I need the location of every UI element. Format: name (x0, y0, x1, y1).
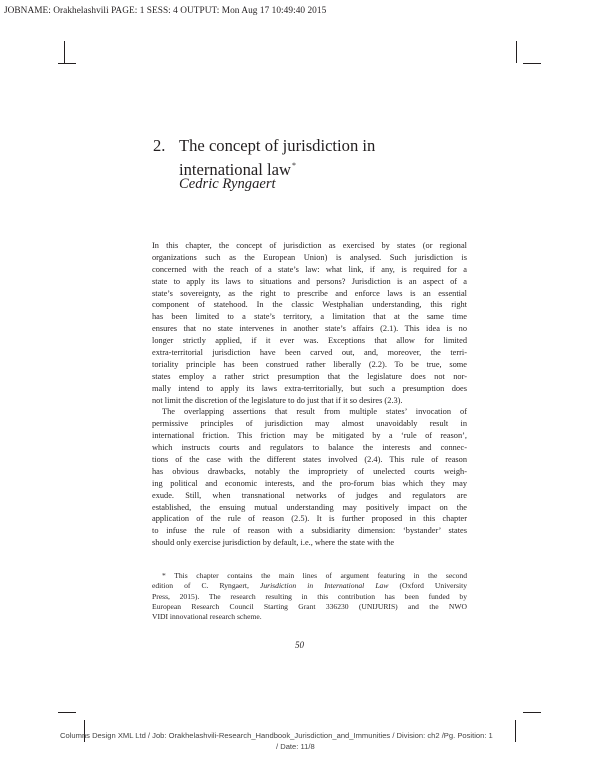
crop-mark (523, 712, 541, 713)
footnote-marker: * (291, 161, 296, 170)
body-line: organizations such as the European Union) is analysed. Such jurisdiction is (152, 252, 467, 262)
body-line: which instructs courts and regulators to balance the interests and connec- (152, 443, 467, 453)
production-footer: Columns Design XML Ltd / Job: Orakhelashvili-Research_Handbook_Jurisdiction_and_Immunities / Division: ch2 /Pg. Position: 1 (60, 731, 493, 740)
body-line: to infuse the rule of reason with a subsidiarity dimension: ‘bystander’ states (152, 526, 467, 536)
body-line: tions of the case with the different states involved (2.4). This rule of reason (152, 455, 467, 465)
crop-mark (516, 41, 517, 63)
footnote-line: VIDI innovational research scheme. (152, 612, 262, 622)
body-line: longer strictly applied, if it ever was. Exceptions that allow for limited (152, 336, 467, 346)
body-line: exude. Still, when transnational networks of judges and regulators are (152, 490, 467, 500)
body-line: not limit the discretion of the legislature to do just that if it so desires (2.3). (152, 395, 403, 405)
footnote (152, 571, 467, 622)
footnote-line: European Research Council Starting Grant 336230 (UNIJURIS) and the NWO (152, 601, 467, 611)
body-line: state to apply its laws to situations and persons? Jurisdiction is an aspect of a (152, 276, 467, 286)
crop-mark (523, 63, 541, 64)
body-line: should only exercise jurisdiction by default, i.e., where the state with the (152, 538, 395, 548)
body-line: mally intend to apply its laws extra-territorially, but such a presumption does (152, 383, 467, 393)
production-footer-date: / Date: 11/8 (276, 742, 315, 751)
body-line: has been limited to a state’s territory, a limitation that at the same time (152, 312, 467, 322)
body-line: extra-territorial jurisdiction have been carved out, and, moreover, the terri- (152, 348, 467, 358)
footnote-line: Press, 2015). The research resulting in this contribution has been funded by (152, 591, 467, 601)
body-line: international friction. This friction may be mitigated by a ‘rule of reason’, (152, 431, 467, 441)
crop-mark (58, 63, 76, 64)
body-line: permissive principles of jurisdiction may almost unavoidably result in (152, 419, 467, 429)
body-line: established, the ensuing mutual understanding may positively impact on the (152, 502, 467, 512)
body-line: ensures that no state intervenes in another state’s affairs (2.1). This idea is no (152, 324, 467, 334)
body-line: concerned with the reach of a state’s law: what link, if any, is required for a (152, 264, 467, 274)
body-line: ing political and economic interests, and the pro-forum bias which they may (152, 478, 467, 488)
body-line: has obvious drawbacks, notably the impropriety of unelected courts weigh- (152, 466, 467, 476)
body-text (152, 240, 467, 549)
body-line: The overlapping assertions that result from multiple states’ invocation of (162, 407, 467, 417)
crop-mark (58, 712, 76, 713)
body-line: In this chapter, the concept of jurisdiction as exercised by states (or regional (152, 241, 467, 250)
crop-mark (64, 41, 65, 63)
chapter-author: Cedric Ryngaert (179, 176, 276, 192)
page-number: 50 (295, 640, 304, 650)
body-line: toriality principle has been construed rather liberally (2.2). To be true, some (152, 359, 467, 369)
body-line: component of statehood. In the classic Westphalian understanding, this right (152, 300, 467, 310)
chapter-title-line-2: international law* (179, 160, 296, 179)
body-line: states employ a rather strict presumption that the legislature does not nor- (152, 371, 467, 381)
chapter-title-line-1: The concept of jurisdiction in (179, 136, 376, 155)
body-line: application of the rule of reason (2.5). It is further proposed in this chapter (152, 514, 467, 524)
footnote-line: edition of C. Ryngaert, Jurisdiction in International Law (Oxford University (152, 581, 467, 591)
crop-mark (515, 720, 516, 742)
job-header: JOBNAME: Orakhelashvili PAGE: 1 SESS: 4 OUTPUT: Mon Aug 17 10:49:40 2015 (4, 6, 327, 16)
footnote-line: * This chapter contains the main lines of argument featuring in the second (162, 571, 467, 580)
chapter-number: 2. (153, 136, 166, 155)
body-line: state’s sovereignty, as the right to prescribe and enforce laws is an essential (152, 288, 467, 298)
